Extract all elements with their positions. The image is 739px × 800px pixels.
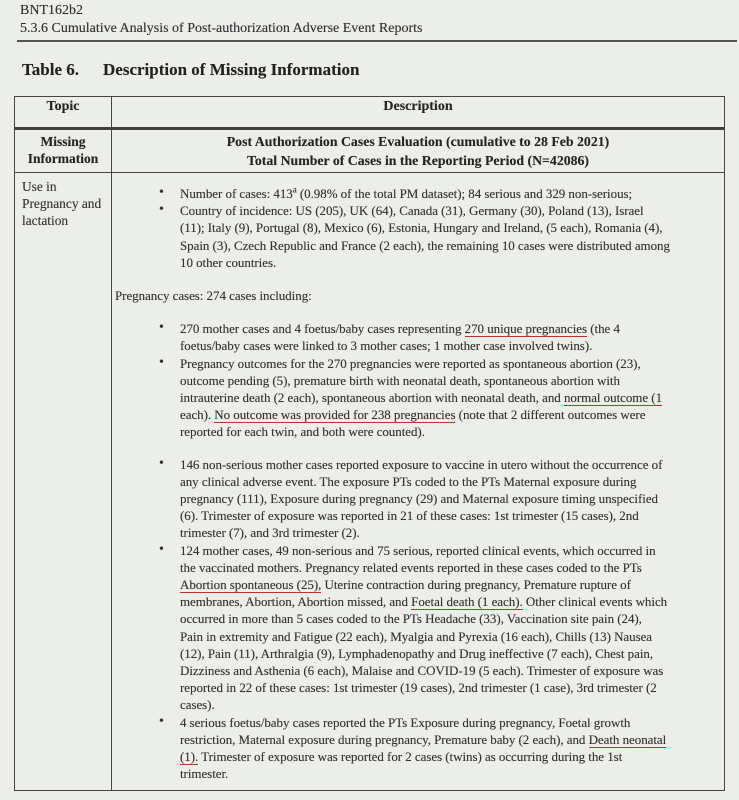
section-title: 5.3.6 Cumulative Analysis of Post-authorization Adverse Event Reports bbox=[20, 21, 423, 36]
spacer bbox=[112, 271, 724, 287]
column-header-topic: Topic bbox=[15, 97, 112, 127]
bullet-item bbox=[112, 714, 724, 783]
text-segment: 10 other countries. bbox=[180, 254, 277, 270]
document-id: BNT162b2 bbox=[20, 3, 83, 18]
spacer bbox=[112, 304, 724, 320]
table-body-row bbox=[15, 173, 724, 790]
text-line bbox=[180, 490, 724, 507]
text-segment: Pregnancy cases: 274 cases including: bbox=[115, 288, 312, 304]
bullet-item bbox=[112, 456, 724, 542]
row-topic: Use in Pregnancy and lactation bbox=[15, 173, 112, 790]
text-segment: restriction, Maternal exposure during pregnancy, Premature baby (2 each), and bbox=[180, 731, 589, 747]
text-line bbox=[180, 254, 724, 271]
text-line bbox=[180, 714, 724, 731]
bullet-icon: • bbox=[159, 354, 164, 370]
text-line bbox=[180, 559, 724, 576]
missing-information-table bbox=[14, 96, 725, 791]
spacer bbox=[112, 441, 724, 456]
bullet-icon: • bbox=[159, 455, 164, 471]
text-segment: any clinical adverse event. The exposure PTs coded to the PTs Maternal exposure during bbox=[180, 473, 637, 489]
text-line bbox=[180, 355, 724, 372]
text-segment: foetus/baby cases were linked to 3 mother cases; 1 mother case involved twins). bbox=[180, 338, 593, 354]
text-segment: pregnancy (111), Exposure during pregnancy (29) and Maternal exposure timing unspecified bbox=[180, 491, 659, 507]
table-header-row bbox=[15, 97, 724, 130]
text-segment: 270 mother cases and 4 foetus/baby cases representing bbox=[180, 321, 465, 337]
text-line bbox=[180, 320, 724, 337]
subheader-topic: Missing Information bbox=[15, 130, 112, 172]
text-segment: 146 non-serious mother cases reported exposure to vaccine in utero without the occurrence of bbox=[180, 456, 663, 472]
text-segment: outcome pending (5), premature birth with neonatal death, spontaneous abortion with bbox=[180, 372, 620, 388]
text-segment: Spain (3), Czech Republic and France (2 each), the remaining 10 cases were distributed among bbox=[180, 237, 670, 253]
text-segment: membranes, Abortion, Abortion missed, and bbox=[180, 594, 412, 610]
text-segment: (12), Pain (11), Arthralgia (9), Lymphadenopathy and Drug ineffective (7 each), Chest pain, bbox=[180, 645, 654, 661]
red-underlined-text: No outcome was provided for 238 pregnancies bbox=[214, 407, 455, 423]
text-segment: occurred in more than 5 cases coded to the PTs Headache (33), Vaccination site pain (24), bbox=[180, 611, 642, 627]
text-segment: Uterine contraction during pregnancy, Premature rupture of bbox=[321, 577, 631, 593]
red-underlined-text: Abortion spontaneous (25), bbox=[180, 577, 321, 593]
text-segment: reported for each twin, and both were counted). bbox=[180, 424, 425, 440]
subheader-line2: Total Number of Cases in the Reporting Period (N=42086) bbox=[246, 153, 590, 168]
text-line bbox=[180, 593, 724, 610]
text-line bbox=[180, 645, 724, 662]
text-line bbox=[180, 389, 724, 406]
text-line bbox=[180, 662, 724, 679]
text-line bbox=[180, 372, 724, 389]
superscript: a bbox=[292, 185, 297, 195]
text-line bbox=[180, 423, 724, 440]
caption-label: Table 6. bbox=[22, 60, 80, 79]
bullet-icon: • bbox=[159, 541, 164, 557]
header-divider bbox=[17, 40, 737, 42]
text-line bbox=[180, 507, 724, 524]
text-line bbox=[180, 765, 724, 782]
bullet-item bbox=[112, 542, 724, 714]
subheader-line1: Post Authorization Cases Evaluation (cumulative to 28 Feb 2021) bbox=[226, 134, 610, 149]
text-segment: (11); Italy (9), Portugal (8), Mexico (6), Estonia, Hungary and Ireland, (5 each), Romania (4), bbox=[180, 220, 663, 236]
document-header bbox=[20, 2, 422, 38]
text-segment: each). bbox=[180, 407, 215, 423]
bullet-icon: • bbox=[159, 185, 164, 200]
paragraph bbox=[112, 287, 724, 304]
text-line bbox=[180, 456, 724, 473]
text-line bbox=[180, 628, 724, 645]
text-segment: intrauterine death (2 each), spontaneous abortion with neonatal death, and bbox=[180, 390, 564, 406]
text-line bbox=[180, 337, 724, 354]
text-line bbox=[180, 610, 724, 627]
text-segment: (the 4 bbox=[587, 321, 620, 337]
table-subheader-row bbox=[15, 130, 724, 173]
text-segment: trimester. bbox=[180, 766, 229, 782]
text-segment: Pregnancy outcomes for the 270 pregnancies were reported as spontaneous abortion (23), bbox=[180, 355, 641, 371]
bullet-item bbox=[112, 355, 724, 441]
column-header-description: Description bbox=[383, 99, 453, 114]
text-segment: (6). Trimester of exposure was reported in 21 of these cases: 1st trimester (15 cases), 2nd bbox=[180, 508, 639, 524]
text-segment: Pain in extremity and Fatigue (22 each), Myalgia and Pyrexia (16 each), Chills (13) Nausea bbox=[180, 628, 653, 644]
subheader-description bbox=[112, 130, 724, 172]
text-line bbox=[180, 696, 724, 713]
red-underlined-text: Death neonatal bbox=[589, 732, 667, 748]
bullet-item bbox=[112, 185, 724, 202]
text-segment: (note that 2 different outcomes were bbox=[455, 407, 646, 423]
text-segment: (0.98% of the total PM dataset); 84 serious and 329 non-serious; bbox=[296, 186, 633, 201]
bullet-item bbox=[112, 320, 724, 354]
text-line bbox=[180, 202, 724, 219]
text-segment: Trimester of exposure was reported for 2 cases (twins) as occurring during the 1st bbox=[198, 749, 623, 765]
text-segment: Number of cases: 413 bbox=[180, 186, 293, 201]
text-line bbox=[180, 576, 724, 593]
description-content bbox=[112, 173, 724, 790]
text-segment: trimester (7), and 3rd trimester (2). bbox=[180, 525, 360, 541]
table-caption bbox=[22, 60, 359, 80]
bullet-icon: • bbox=[159, 202, 164, 218]
text-segment: 124 mother cases, 49 non-serious and 75 serious, reported clinical events, which occurred in bbox=[180, 542, 656, 558]
text-segment: Country of incidence: US (205), UK (64), Canada (31), Germany (30), Poland (13), Israel bbox=[180, 203, 644, 219]
text-line bbox=[180, 679, 724, 696]
bullet-icon: • bbox=[159, 713, 164, 729]
caption-title: Description of Missing Information bbox=[103, 60, 360, 79]
bullet-icon: • bbox=[159, 320, 164, 336]
text-line bbox=[180, 473, 724, 490]
text-line bbox=[180, 237, 724, 254]
text-line bbox=[180, 185, 724, 202]
text-segment: reported in 22 of these cases: 1st trimester (19 cases), 2nd trimester (1 case), 3rd trimester (2 bbox=[180, 680, 657, 696]
text-segment: Other clinical events which bbox=[522, 594, 668, 610]
text-segment: the vaccinated mothers. Pregnancy related events reported in these cases coded to the PTs bbox=[180, 559, 642, 575]
text-segment: 4 serious foetus/baby cases reported the PTs Exposure during pregnancy, Foetal growth bbox=[180, 714, 631, 730]
red-underlined-text: Foetal death (1 each). bbox=[411, 594, 523, 610]
text-line bbox=[180, 748, 724, 765]
text-line bbox=[180, 219, 724, 236]
bullet-item bbox=[112, 202, 724, 271]
text-line bbox=[180, 731, 724, 748]
text-segment: cases). bbox=[180, 697, 215, 713]
red-underlined-text: (1). bbox=[180, 749, 198, 765]
text-line bbox=[180, 542, 724, 559]
text-line bbox=[115, 287, 724, 304]
text-line bbox=[180, 524, 724, 541]
red-underlined-text: 270 unique pregnancies bbox=[465, 321, 587, 337]
red-underlined-text: normal outcome (1 bbox=[564, 390, 662, 406]
text-segment: Dizziness and Asthenia (6 each), Malaise and COVID-19 (5 each). Trimester of exposure was bbox=[180, 663, 664, 679]
text-line bbox=[180, 406, 724, 423]
